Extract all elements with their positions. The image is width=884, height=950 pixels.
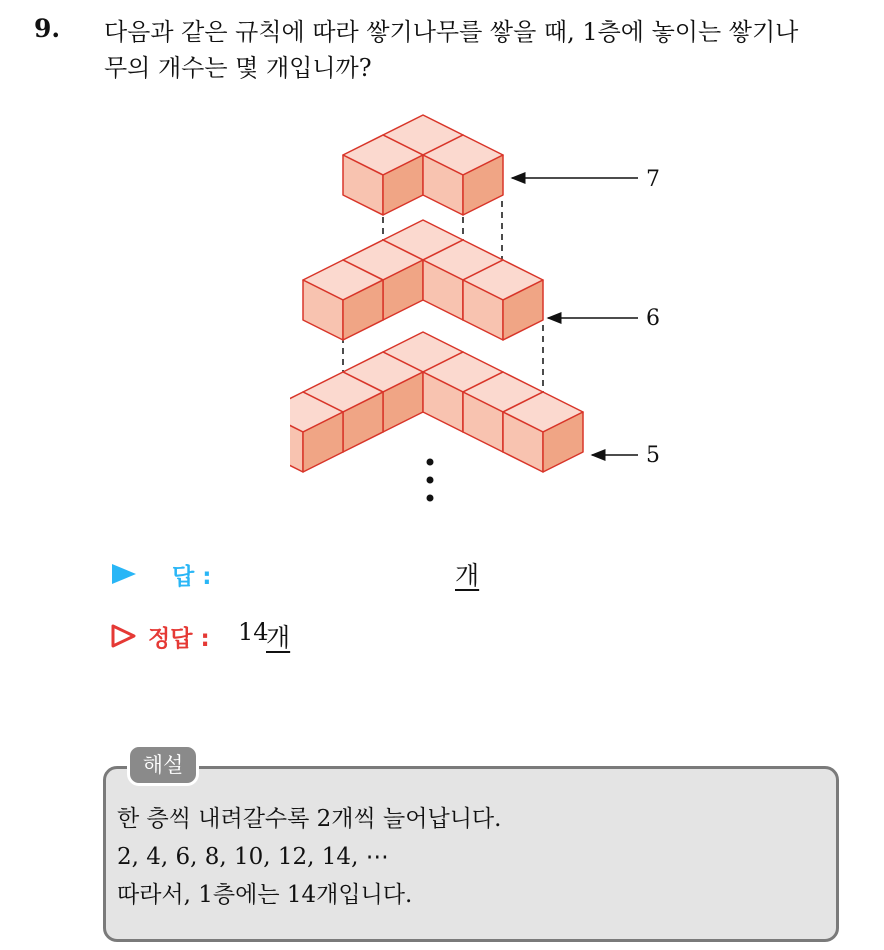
correct-answer-label: 정답 : — [148, 626, 210, 652]
explanation-line-2: 2, 4, 6, 8, 10, 12, 14, ⋯ — [117, 844, 389, 870]
cube-layer-5 — [290, 332, 583, 472]
play-outline-icon — [110, 623, 138, 649]
explanation-text — [117, 800, 501, 914]
play-arrow-icon — [110, 562, 138, 586]
explanation-line-1: 한 층씩 내려갈수록 2개씩 늘어납니다. — [117, 806, 502, 832]
explanation-tag: 해설 — [127, 744, 199, 786]
question-line-2: 무의 개수는 몇 개입니까? — [104, 54, 372, 82]
answer-label: 답 : — [172, 564, 212, 590]
question-line-1: 다음과 같은 규칙에 따라 쌓기나무를 쌓을 때, 1층에 놓이는 쌓기나 — [104, 18, 799, 46]
explanation-line-3: 따라서, 1층에는 14개입니다. — [117, 882, 413, 908]
cube-layer-6 — [303, 220, 543, 340]
question-number: 9. — [34, 14, 61, 43]
correct-answer-value: 14 — [238, 618, 269, 646]
correct-answer-row — [110, 618, 510, 654]
layer-label-5: 5 — [646, 443, 660, 468]
question-text — [104, 14, 874, 86]
cube-layer-7 — [343, 115, 503, 215]
answer-row — [110, 556, 610, 592]
answer-unit: 개 — [455, 561, 480, 590]
layer-label-6: 6 — [646, 306, 660, 331]
continuation-dots — [427, 459, 434, 502]
layer-label-7: 7 — [646, 167, 660, 192]
correct-answer-unit: 개 — [266, 623, 291, 652]
stacked-cubes-figure — [290, 110, 680, 510]
